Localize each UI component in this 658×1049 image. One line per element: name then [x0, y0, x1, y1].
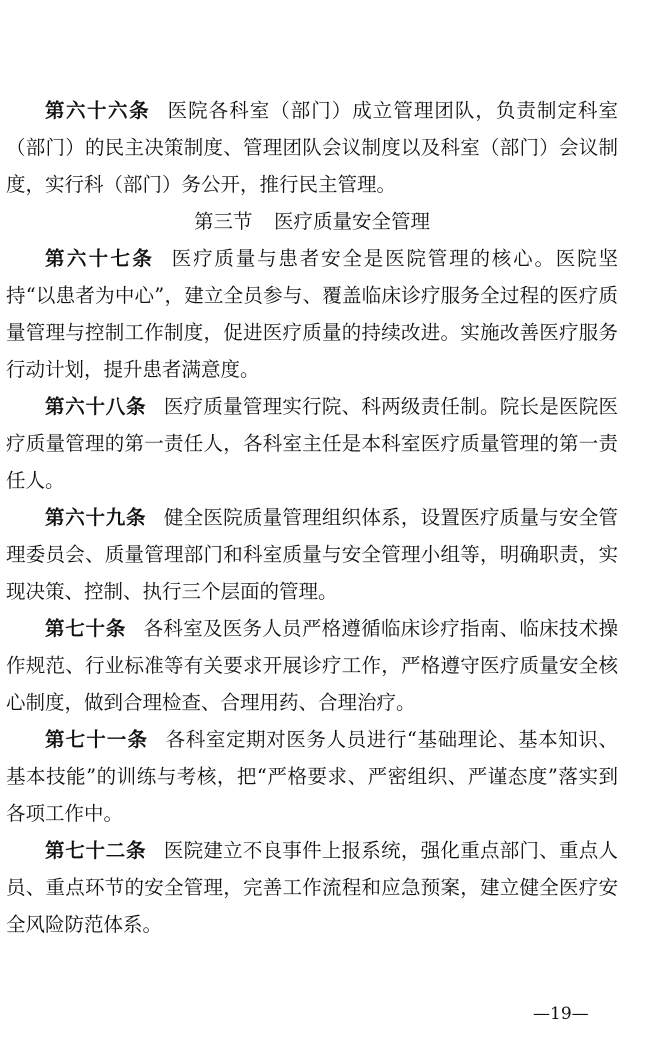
article-text: 医院各科室（部门）成立管理团队，负责制定科室（部门）的民主决策制度、管理团队会议制度以及科室（部门）会议制度，实行科（部门）务公开，推行民主管理。: [6, 99, 618, 196]
article-text: 健全医院质量管理组织体系，设置医疗质量与安全管理委员会、质量管理部门和科室质量与安全管理小组等，明确职责，实现决策、控制、执行三个层面的管理。: [6, 506, 618, 603]
document-body: [6, 92, 618, 943]
article-71: [6, 721, 618, 832]
article-number: 第七十二条: [45, 839, 147, 862]
article-text: 医院建立不良事件上报系统，强化重点部门、重点人员、重点环节的安全管理，完善工作流程和应急预案，建立健全医疗安全风险防范体系。: [6, 839, 618, 936]
article-number: 第六十八条: [45, 395, 147, 418]
article-72: [6, 832, 618, 943]
page-number: —19—: [533, 1004, 589, 1024]
article-68: [6, 388, 618, 499]
article-text: 医疗质量管理实行院、科两级责任制。院长是医院医疗质量管理的第一责任人，各科室主任是本科室医疗质量管理的第一责任人。: [6, 395, 618, 492]
article-text: 各科室定期对医务人员进行“基础理论、基本知识、基本技能”的训练与考核，把“严格要求、严密组织、严谨态度”落实到各项工作中。: [6, 728, 618, 825]
section-heading: [6, 203, 618, 240]
article-number: 第六十九条: [45, 506, 147, 529]
article-70: [6, 610, 618, 721]
section-title: 医疗质量安全管理: [273, 210, 430, 233]
article-66: [6, 92, 618, 203]
article-number: 第七十一条: [45, 728, 149, 751]
section-number: 第三节: [194, 210, 253, 233]
article-69: [6, 499, 618, 610]
article-text: 医疗质量与患者安全是医院管理的核心。医院坚持“以患者为中心”，建立全员参与、覆盖临床诊疗服务全过程的医疗质量管理与控制工作制度，促进医疗质量的持续改进。实施改善医疗服务行动计划，提升患者满意度。: [6, 247, 618, 381]
article-text: 各科室及医务人员严格遵循临床诊疗指南、临床技术操作规范、行业标准等有关要求开展诊疗工作，严格遵守医疗质量安全核心制度，做到合理检查、合理用药、合理治疗。: [6, 617, 618, 714]
article-number: 第六十七条: [45, 247, 155, 270]
article-67: [6, 240, 618, 388]
article-number: 第七十条: [45, 617, 127, 640]
article-number: 第六十六条: [45, 99, 151, 122]
